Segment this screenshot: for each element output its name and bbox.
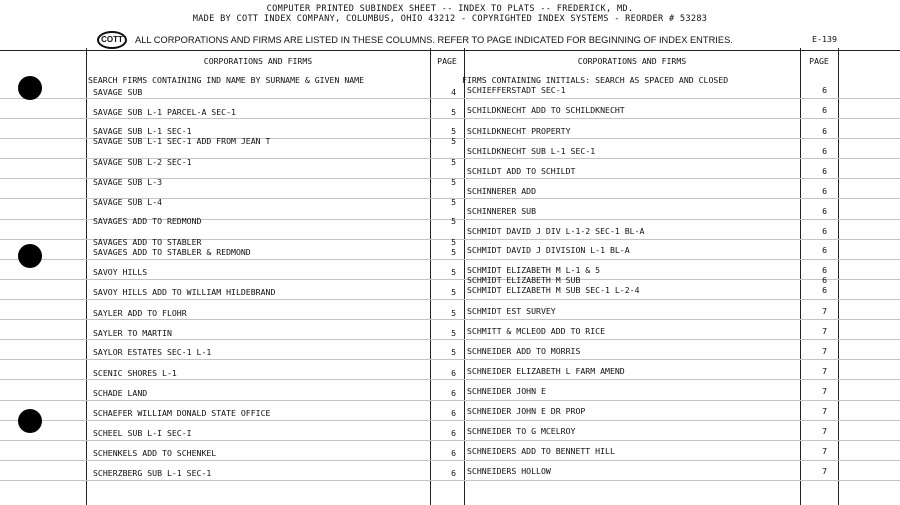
- right-margin-rule: [838, 48, 839, 505]
- left-entry-page: 5: [451, 287, 456, 297]
- right-entry-page: 6: [822, 85, 827, 95]
- column-divider: [464, 48, 465, 505]
- left-entry-name: SAVAGES ADD TO REDMOND: [93, 216, 202, 226]
- right-entry-page: 6: [822, 206, 827, 216]
- right-entry-page: 7: [822, 426, 827, 436]
- right-entry-name: SCHMIDT ELIZABETH M SUB SEC-1 L-2-4: [467, 285, 640, 295]
- left-entry-page: 5: [451, 347, 456, 357]
- row-rule: [0, 359, 900, 360]
- right-entry-page: 7: [822, 386, 827, 396]
- right-entry-name: SCHNEIDER JOHN E DR PROP: [467, 406, 586, 416]
- row-rule: [0, 420, 900, 421]
- left-entry-name: SAYLOR ESTATES SEC-1 L-1: [93, 347, 212, 357]
- instruction-banner: [97, 32, 733, 48]
- right-entry-page: 7: [822, 446, 827, 456]
- left-entry-page: 5: [451, 126, 456, 136]
- right-entry-page: 6: [822, 285, 827, 295]
- right-entry-name: SCHILDKNECHT SUB L-1 SEC-1: [467, 146, 596, 156]
- left-page-heading: PAGE: [437, 56, 457, 66]
- right-column-heading: CORPORATIONS AND FIRMS: [577, 56, 687, 66]
- left-entry-page: 5: [451, 177, 456, 187]
- left-entry-name: SAYLER ADD TO FLOHR: [93, 308, 187, 318]
- right-entry-name: SCHNEIDER JOHN E: [467, 386, 546, 396]
- left-entry-name: SCHAEFER WILLIAM DONALD STATE OFFICE: [93, 408, 271, 418]
- left-entry-page: 5: [451, 136, 456, 146]
- sheet-title: COMPUTER PRINTED SUBINDEX SHEET -- INDEX TO PLATS -- FREDERICK, MD.: [266, 4, 634, 14]
- left-entry-name: SCHENKELS ADD TO SCHENKEL: [93, 448, 217, 458]
- sheet-number: E-139: [812, 34, 837, 44]
- left-page-divider: [430, 48, 431, 505]
- left-entry-page: 5: [451, 107, 456, 117]
- right-entry-name: SCHNEIDER ADD TO MORRIS: [467, 346, 581, 356]
- right-entry-page: 7: [822, 346, 827, 356]
- right-entry-name: SCHMIDT ELIZABETH M L-1 & 5: [467, 265, 601, 275]
- left-entry-name: SCENIC SHORES L-1: [93, 368, 177, 378]
- cott-logo: COTT: [97, 31, 127, 49]
- right-entry-name: SCHIEFFERSTADT SEC-1: [467, 85, 566, 95]
- right-entry-name: SCHILDT ADD TO SCHILDT: [467, 166, 576, 176]
- instruction-text: ALL CORPORATIONS AND FIRMS ARE LISTED IN THESE COLUMNS. REFER TO PAGE INDICATED FOR BEGINNING OF INDEX ENTRIES.: [135, 35, 733, 45]
- right-entry-name: SCHNEIDER ELIZABETH L FARM AMEND: [467, 366, 625, 376]
- left-entry-name: SAVAGE SUB L-1 PARCEL-A SEC-1: [93, 107, 236, 117]
- left-entry-page: 6: [451, 468, 456, 478]
- right-entry-name: SCHMITT & MCLEOD ADD TO RICE: [467, 326, 606, 336]
- left-entry-page: 5: [451, 197, 456, 207]
- row-rule: [0, 339, 900, 340]
- row-rule: [0, 279, 900, 280]
- left-entry-name: SCHEEL SUB L-I SEC-I: [93, 428, 192, 438]
- left-entry-page: 5: [451, 237, 456, 247]
- publisher-line: MADE BY COTT INDEX COMPANY, COLUMBUS, OHIO 43212 - COPYRIGHTED INDEX SYSTEMS - REORDER # 53283: [192, 14, 708, 24]
- left-entry-name: SAVOY HILLS: [93, 267, 148, 277]
- right-entry-page: 7: [822, 326, 827, 336]
- left-entry-name: SAVAGES ADD TO STABLER & REDMOND: [93, 247, 251, 257]
- right-page-divider: [800, 48, 801, 505]
- left-entry-page: 5: [451, 247, 456, 257]
- left-entry-name: SCHERZBERG SUB L-1 SEC-1: [93, 468, 212, 478]
- left-column-subheading: SEARCH FIRMS CONTAINING IND NAME BY SURNAME & GIVEN NAME: [88, 75, 365, 85]
- right-entry-name: SCHMIDT EST SURVEY: [467, 306, 556, 316]
- left-entry-name: SAVAGE SUB L-1 SEC-1: [93, 126, 192, 136]
- right-page-heading: PAGE: [809, 56, 829, 66]
- left-entry-page: 5: [451, 157, 456, 167]
- row-rule: [0, 98, 900, 99]
- left-entry-name: SAVAGE SUB L-3: [93, 177, 163, 187]
- right-entry-page: 6: [822, 226, 827, 236]
- left-entry-page: 6: [451, 448, 456, 458]
- left-entry-name: SAVAGE SUB: [93, 87, 143, 97]
- right-entry-page: 6: [822, 186, 827, 196]
- left-entry-page: 5: [451, 216, 456, 226]
- right-entry-page: 7: [822, 466, 827, 476]
- right-entry-name: SCHMIDT ELIZABETH M SUB: [467, 275, 581, 285]
- right-column-subheading: FIRMS CONTAINING INITIALS: SEARCH AS SPACED AND CLOSED: [462, 75, 729, 85]
- right-entry-name: SCHILDKNECHT ADD TO SCHILDKNECHT: [467, 105, 625, 115]
- left-entry-page: 6: [451, 368, 456, 378]
- left-entry-page: 6: [451, 388, 456, 398]
- header-rule: [0, 50, 900, 51]
- left-entry-page: 4: [451, 87, 456, 97]
- binder-hole: [18, 76, 42, 100]
- row-rule: [0, 299, 900, 300]
- right-entry-name: SCHINNERER ADD: [467, 186, 537, 196]
- right-entry-page: 6: [822, 245, 827, 255]
- row-rule: [0, 440, 900, 441]
- right-entry-page: 6: [822, 146, 827, 156]
- right-entry-name: SCHINNERER SUB: [467, 206, 537, 216]
- right-entry-name: SCHMIDT DAVID J DIV L-1-2 SEC-1 BL-A: [467, 226, 645, 236]
- left-entry-name: SAVAGES ADD TO STABLER: [93, 237, 202, 247]
- right-entry-name: SCHNEIDER TO G MCELROY: [467, 426, 576, 436]
- left-entry-name: SAVAGE SUB L-2 SEC-1: [93, 157, 192, 167]
- right-entry-page: 6: [822, 275, 827, 285]
- left-margin-rule: [86, 48, 87, 505]
- right-entry-page: 6: [822, 166, 827, 176]
- binder-hole: [18, 409, 42, 433]
- left-entry-name: SCHADE LAND: [93, 388, 148, 398]
- right-entry-name: SCHNEIDERS ADD TO BENNETT HILL: [467, 446, 615, 456]
- right-entry-page: 6: [822, 265, 827, 275]
- left-entry-name: SAYLER TO MARTIN: [93, 328, 172, 338]
- right-entry-page: 6: [822, 126, 827, 136]
- right-entry-page: 7: [822, 306, 827, 316]
- left-entry-name: SAVOY HILLS ADD TO WILLIAM HILDEBRAND: [93, 287, 276, 297]
- row-rule: [0, 379, 900, 380]
- right-entry-page: 7: [822, 366, 827, 376]
- row-rule: [0, 400, 900, 401]
- left-entry-page: 5: [451, 328, 456, 338]
- binder-hole: [18, 244, 42, 268]
- row-rule: [0, 118, 900, 119]
- left-entry-page: 6: [451, 428, 456, 438]
- right-entry-page: 7: [822, 406, 827, 416]
- left-entry-page: 5: [451, 267, 456, 277]
- row-rule: [0, 460, 900, 461]
- left-column-heading: CORPORATIONS AND FIRMS: [203, 56, 313, 66]
- right-entry-name: SCHILDKNECHT PROPERTY: [467, 126, 571, 136]
- right-entry-page: 6: [822, 105, 827, 115]
- row-rule: [0, 319, 900, 320]
- row-rule: [0, 480, 900, 481]
- left-entry-page: 5: [451, 308, 456, 318]
- left-entry-name: SAVAGE SUB L-1 SEC-1 ADD FROM JEAN T: [93, 136, 271, 146]
- right-entry-name: SCHMIDT DAVID J DIVISION L-1 BL-A: [467, 245, 630, 255]
- row-rule: [0, 259, 900, 260]
- left-entry-page: 6: [451, 408, 456, 418]
- right-entry-name: SCHNEIDERS HOLLOW: [467, 466, 551, 476]
- left-entry-name: SAVAGE SUB L-4: [93, 197, 163, 207]
